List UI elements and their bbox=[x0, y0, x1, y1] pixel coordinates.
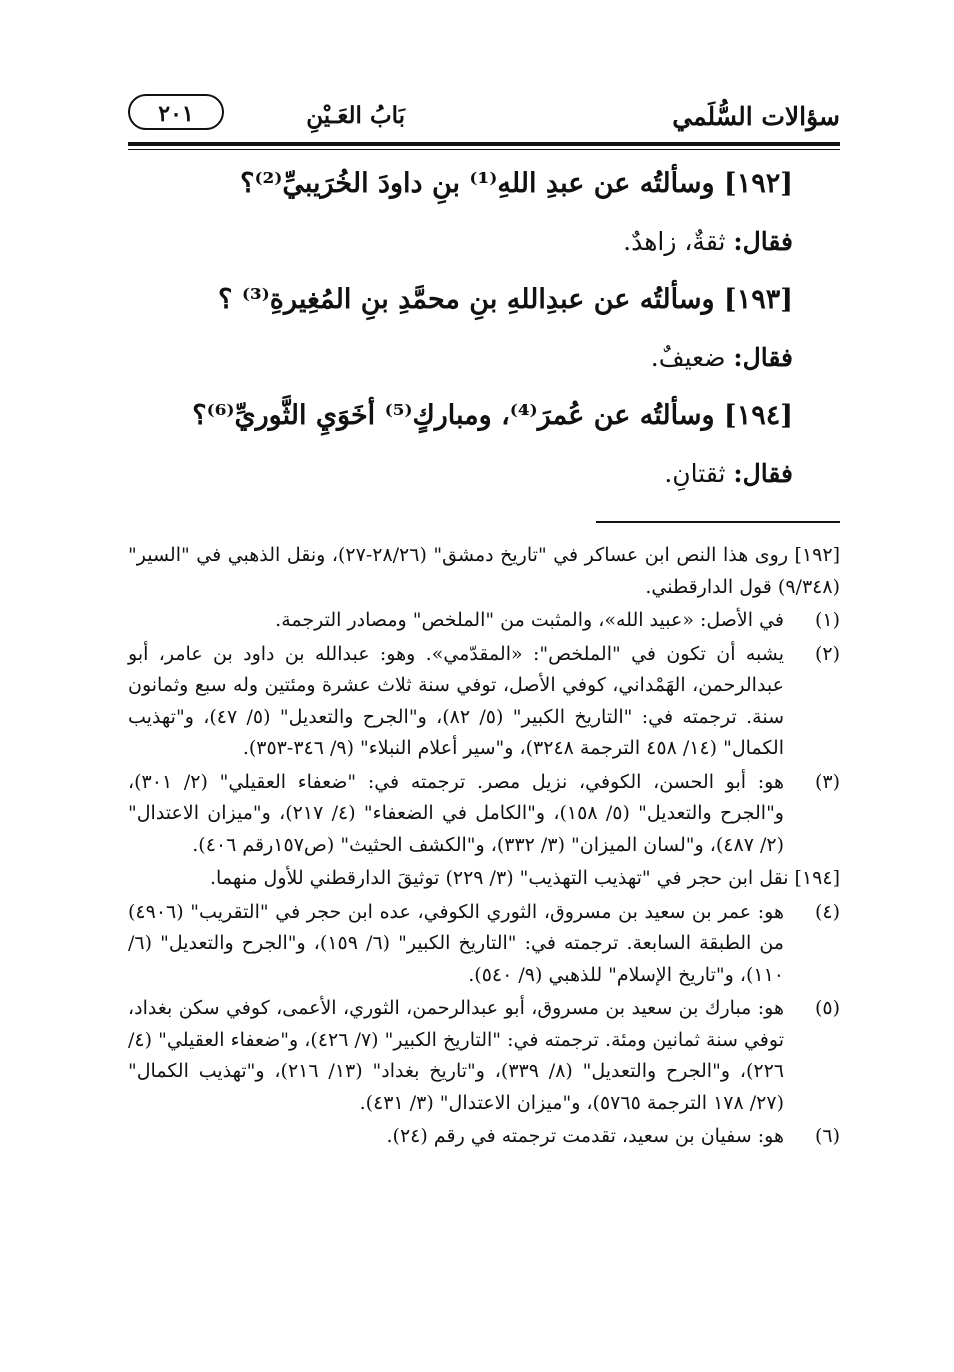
answer-label: فقال: bbox=[733, 459, 793, 488]
footnote-text: هو: سفيان بن سعيد، تقدمت ترجمته في رقم (٢٤). bbox=[386, 1125, 784, 1147]
footnote-4 bbox=[128, 897, 840, 992]
page-number: ٢٠١ bbox=[128, 94, 224, 130]
footnote-number: (٤) bbox=[814, 900, 840, 923]
footnote-6 bbox=[128, 1121, 840, 1153]
answer-193 bbox=[190, 339, 793, 397]
question-192: [١٩٢] وسألتُه عن عبدِ اللهِ⁽¹⁾ بنِ داودَ الخُرَيبيِّ⁽²⁾؟ bbox=[240, 168, 793, 199]
answer-text: ضعيفٌ. bbox=[650, 343, 726, 372]
footnote-3 bbox=[128, 767, 840, 862]
footnote-text: [١٩٤] نقل ابن حجر في "تهذيب التهذيب" (٣/ ٢٢٩) توثيقَ الدارقطني للأول منهما. bbox=[210, 867, 840, 889]
footnote-2 bbox=[128, 639, 840, 765]
footnotes bbox=[128, 540, 840, 1155]
answer-label: فقال: bbox=[733, 343, 793, 372]
answer-192 bbox=[190, 223, 793, 281]
question-193: [١٩٣] وسألتُه عن عبدِاللهِ بنِ محمَّدِ بنِ المُغِيرةِ⁽³⁾ ؟ bbox=[218, 284, 793, 315]
footnote-text: هو: أبو الحسن، الكوفي، نزيل مصر. ترجمته في: "ضعفاء العقيلي" (٢/ ٣٠١)، و"الجرح والتعديل" (٥/ ١٥٨)، و"الكامل في الضعفاء" (٤/ ٢١٧)، و"ميزان الاعتدال" (٢/ ٤٨٧)، و"لسان الميزان" (٣/ ٣٣٢)، و"الكشف الحثيث" (ص١٥٧رقم ٤٠٦). bbox=[128, 770, 784, 856]
footnote-separator bbox=[596, 521, 840, 523]
question-194: [١٩٤] وسألتُه عن عُمرَ⁽⁴⁾، ومباركٍ⁽⁵⁾ أخَوَيِ الثَّوريِّ⁽⁶⁾؟ bbox=[192, 400, 793, 431]
page-header bbox=[128, 88, 840, 138]
footnote-text: هو: عمر بن سعيد بن مسروق، الثوري الكوفي، عده ابن حجر في "التقريب" (٤٩٠٦) من الطبقة السابعة. ترجمته في: "التاريخ الكبير" (٦/ ١٥٩)، و"الجرح والتعديل" (٦/ ١١٠)، و"تاريخ الإسلام" للذهبي (٩/ ٥٤٠). bbox=[128, 900, 784, 986]
footnote-192 bbox=[128, 540, 840, 603]
main-text bbox=[190, 165, 793, 513]
footnote-number: (٢) bbox=[814, 642, 840, 665]
footnote-text: هو: مبارك بن سعيد بن مسروق، أبو عبدالرحمن، الثوري، الأعمى، كوفي سكن بغداد، توفي سنة ثمانين ومئة. ترجمته في: "التاريخ الكبير" (٧/ ٤٢٦)، و"ضعفاء العقيلي" (٤/ ٢٢٦)، و"الجرح والتعديل" (٨/ ٣٣٩)، و"تاريخ بغداد" (١٣/ ٢١٦)، و"تهذيب الكمال" (٢٧/ ١٧٨ الترجمة ٥٧٦٥)، و"ميزان الاعتدال" (٣/ ٤٣١). bbox=[128, 997, 784, 1114]
answer-text: ثقتانِ. bbox=[664, 459, 726, 488]
footnote-1 bbox=[128, 605, 840, 637]
footnote-number: (١) bbox=[814, 609, 840, 631]
answer-text: ثقةٌ، زاهدٌ. bbox=[623, 227, 726, 256]
footnote-194 bbox=[128, 863, 840, 895]
footnote-text: في الأصل: «عبيد الله»، والمثبت من "الملخص" ومصادر الترجمة. bbox=[275, 609, 784, 631]
header-rule-thick bbox=[128, 142, 840, 146]
footnote-number: (٦) bbox=[814, 1125, 840, 1147]
footnote-number: (٣) bbox=[814, 770, 840, 793]
footnote-text: يشبه أن تكون في "الملخص": «المقدّمي». وهو: عبدالله بن داود بن عامر، أبو عبدالرحمن، الهَمْداني، كوفي الأصل، توفي سنة ثلاث عشرة ومئتين وله سبع وثمانون سنة. ترجمته في: "التاريخ الكبير" (٥/ ٨٢)، و"الجرح والتعديل" (٥/ ٤٧)، و"تهذيب الكمال" (١٤/ ٤٥٨ الترجمة ٣٢٤٨)، و"سير أعلام النبلاء" (٩/ ٣٤٦-٣٥٣). bbox=[128, 642, 784, 759]
answer-label: فقال: bbox=[733, 227, 793, 256]
book-title: سؤالات السُّلَمي bbox=[672, 102, 840, 131]
footnote-number: (٥) bbox=[814, 997, 840, 1019]
header-rule-thin bbox=[128, 149, 840, 150]
chapter-title: بَابُ العَـيْنِ bbox=[306, 102, 405, 129]
answer-194 bbox=[190, 455, 793, 513]
footnote-5 bbox=[128, 993, 840, 1119]
footnote-text: [١٩٢] روى هذا النص ابن عساكر في "تاريخ دمشق" (٢٨/٢٦-٢٧)، ونقل الذهبي في "السير" (٩/٣٤٨) قول الدارقطني. bbox=[128, 544, 840, 598]
